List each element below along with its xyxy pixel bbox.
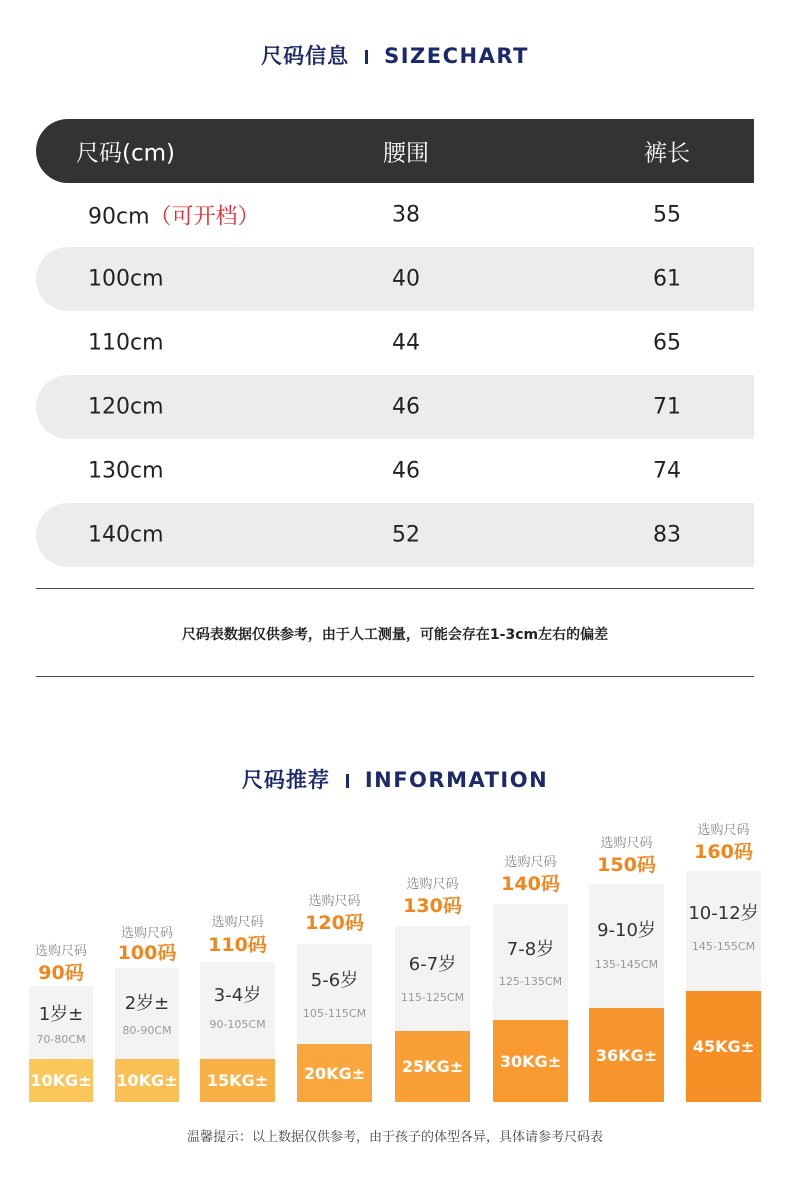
- select-size-label: 选购尺码: [120, 926, 173, 941]
- size-column: [29, 0, 93, 1102]
- table-row: 140cm 52 83: [36, 503, 754, 567]
- weight-badge: 10KG±: [29, 1059, 93, 1102]
- height-range: 80-90CM: [122, 1024, 172, 1037]
- size-column: [395, 0, 470, 1102]
- table-row: 110cm 44 65: [88, 330, 681, 356]
- weight-badge: 10KG±: [115, 1059, 179, 1102]
- size-code: 120码: [305, 912, 364, 934]
- header-size: 尺码(cm): [76, 140, 175, 167]
- age-range: 3-4岁: [213, 985, 262, 1006]
- size-column: [115, 0, 179, 1102]
- weight-badge: 25KG±: [395, 1031, 470, 1102]
- select-size-label: 选购尺码: [34, 944, 87, 959]
- size-column: [200, 0, 275, 1102]
- height-range: 145-155CM: [691, 940, 756, 953]
- height-range: 90-105CM: [209, 1018, 266, 1031]
- size-table-header: 尺码(cm) 腰围 裤长: [36, 119, 754, 183]
- weight-badge: 20KG±: [297, 1044, 372, 1102]
- sizechart-disclaimer: 尺码表数据仅供参考，由于人工测量，可能会存在1-3cm左右的偏差: [181, 627, 609, 643]
- sizechart-title-cn: 尺码信息: [261, 44, 350, 68]
- select-size-label: 选购尺码: [211, 915, 264, 930]
- age-range: 10-12岁: [688, 903, 759, 924]
- size-note: （可开档）: [149, 204, 260, 230]
- size-code: 110码: [208, 934, 267, 956]
- size-code: 130码: [403, 895, 462, 917]
- size-column: [686, 0, 761, 1102]
- height-range: 115-125CM: [400, 991, 465, 1004]
- weight-badge: 45KG±: [686, 991, 761, 1102]
- weight-badge: 30KG±: [493, 1020, 568, 1102]
- select-size-label: 选购尺码: [406, 877, 459, 892]
- age-range: 6-7岁: [408, 954, 457, 975]
- table-row: 100cm 40 61: [36, 247, 754, 311]
- information-title-en: INFORMATION: [364, 768, 549, 792]
- size-code: 150码: [597, 854, 656, 876]
- size-column: [589, 0, 664, 1102]
- warm-tip: 温馨提示：以上数据仅供参考，由于孩子的体型各异，具体请参考尺码表: [186, 1130, 603, 1145]
- age-range: 1岁±: [38, 1004, 84, 1025]
- size-value: 90cm: [88, 204, 150, 230]
- height-range: 125-135CM: [498, 975, 563, 988]
- information-title-cn: 尺码推荐: [241, 768, 330, 792]
- age-range: 5-6岁: [310, 970, 359, 991]
- size-code: 160码: [694, 841, 753, 863]
- select-size-label: 选购尺码: [697, 823, 750, 838]
- size-value: 130cm: [88, 458, 164, 484]
- size-column: [493, 0, 568, 1102]
- size-value: 140cm: [88, 522, 164, 548]
- age-range: 7-8岁: [506, 939, 555, 960]
- size-code: 90码: [38, 962, 84, 984]
- select-size-label: 选购尺码: [504, 855, 557, 870]
- age-range: 2岁±: [124, 993, 170, 1014]
- table-row: 120cm 46 71: [36, 375, 754, 439]
- size-column: [297, 0, 372, 1102]
- size-value: 100cm: [88, 266, 164, 292]
- sizechart-title-en: SIZECHART: [384, 44, 529, 68]
- age-range: 9-10岁: [597, 920, 656, 941]
- table-row: 90cm（可开档） 38 55: [36, 183, 754, 247]
- size-value: 110cm: [88, 330, 164, 356]
- size-value: 120cm: [88, 394, 164, 420]
- select-size-label: 选购尺码: [308, 894, 361, 909]
- size-code: 100码: [117, 942, 177, 964]
- height-range: 135-145CM: [594, 958, 659, 971]
- select-size-label: 选购尺码: [600, 836, 653, 851]
- size-code: 140码: [501, 873, 560, 895]
- height-range: 105-115CM: [302, 1007, 367, 1020]
- weight-badge: 36KG±: [589, 1008, 664, 1102]
- weight-badge: 15KG±: [200, 1059, 275, 1102]
- height-range: 70-80CM: [36, 1033, 86, 1046]
- table-row: 130cm 46 74: [88, 458, 681, 484]
